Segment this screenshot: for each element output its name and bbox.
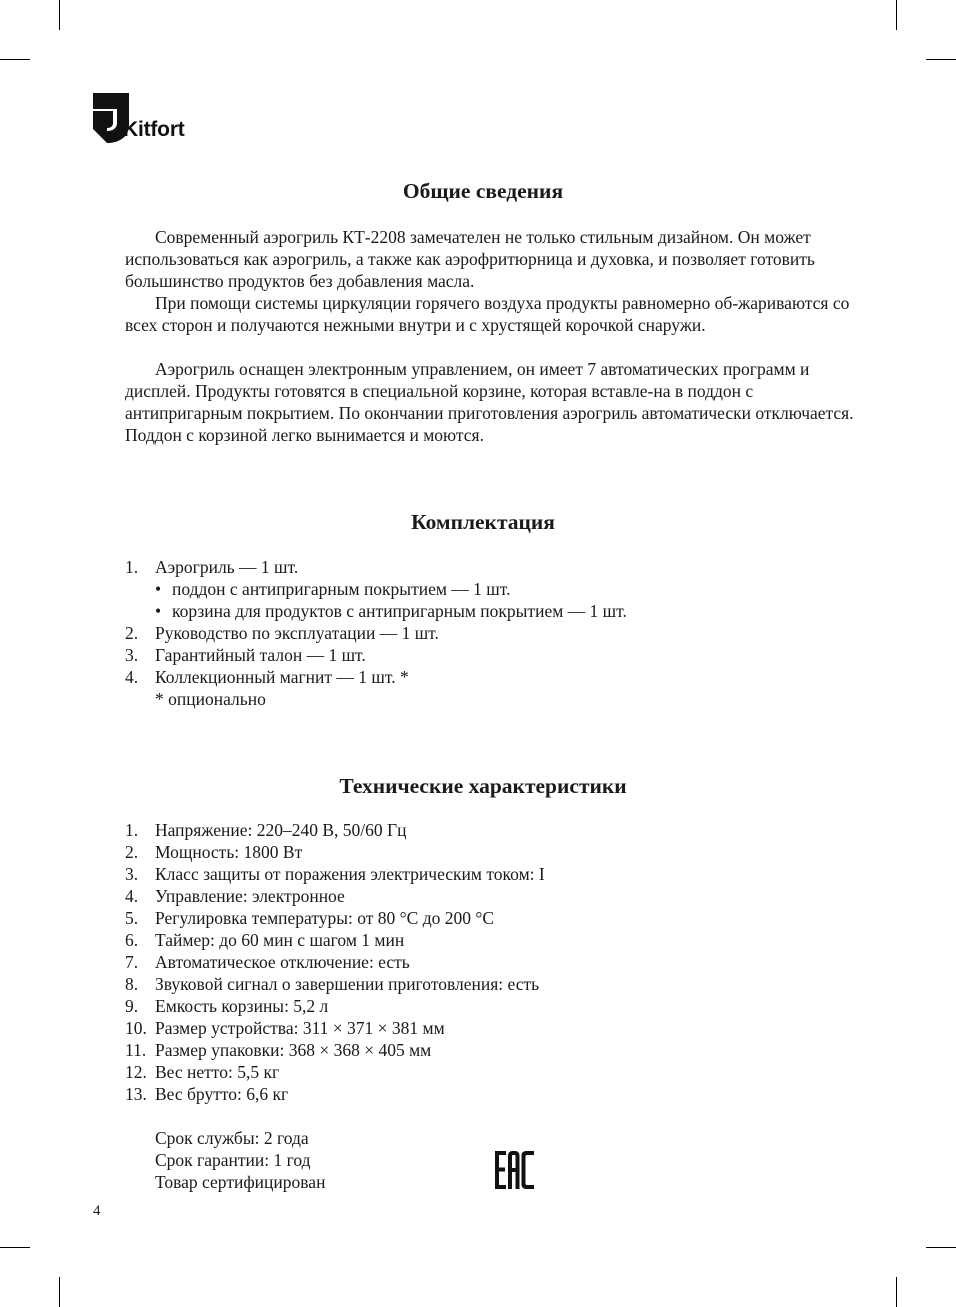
list-item — [125, 1061, 865, 1083]
list-item — [125, 995, 865, 1017]
list-item — [125, 1017, 865, 1039]
crop-mark — [896, 0, 897, 30]
list-item — [125, 973, 865, 995]
eac-mark-icon — [494, 1150, 536, 1190]
crop-mark — [59, 0, 60, 30]
bullet: • — [155, 601, 162, 621]
item-number: 4. — [125, 667, 139, 687]
item-text: Напряжение: 220–240 В, 50/60 Гц — [155, 820, 407, 840]
general-paragraph: Аэрогриль оснащен электронным управлением, он имеет 7 автоматических программ и дисплей. Продукты готовятся в специальной корзине, которая вставле-на в поддон с антипригарным покрытием. По окончании приготовления аэрогриль автоматически отключается. Поддон с корзиной легко вынимается и моются. — [125, 359, 854, 445]
item-number: 2. — [125, 842, 139, 862]
list-subitem — [125, 578, 865, 600]
brand-name: Kitfort — [123, 118, 185, 141]
specs-list — [125, 819, 865, 1105]
item-number: 12. — [125, 1062, 147, 1082]
item-number: 1. — [125, 820, 139, 840]
item-number: 7. — [125, 952, 139, 972]
item-number: 3. — [125, 864, 139, 884]
list-item — [125, 819, 865, 841]
list-item — [125, 1083, 865, 1105]
item-number: 1. — [125, 557, 139, 577]
item-text: Управление: электронное — [155, 886, 345, 906]
general-paragraph: При помощи системы циркуляции горячего воздуха продукты равномерно об-жариваются со всех сторон и получаются нежными внутри и с хрустящей корочкой снаружи. — [125, 293, 850, 335]
service-info — [155, 1127, 325, 1193]
service-life: Срок службы: 2 года — [155, 1128, 309, 1148]
package-list — [125, 556, 865, 710]
page-number: 4 — [93, 1203, 101, 1219]
item-text: Размер устройства: 311 × 371 × 381 мм — [155, 1018, 445, 1038]
note-text: * опционально — [155, 689, 266, 709]
item-number: 8. — [125, 974, 139, 994]
item-text: поддон с антипригарным покрытием — 1 шт. — [172, 579, 511, 599]
crop-mark — [0, 59, 30, 60]
item-number: 2. — [125, 623, 139, 643]
list-item — [125, 666, 865, 688]
crop-mark — [0, 1247, 30, 1248]
item-text: Емкость корзины: 5,2 л — [155, 996, 329, 1016]
crop-mark — [59, 1277, 60, 1307]
item-text: Коллекционный магнит — 1 шт. * — [155, 667, 409, 687]
crop-mark — [896, 1277, 897, 1307]
item-text: Мощность: 1800 Вт — [155, 842, 303, 862]
warranty-period: Срок гарантии: 1 год — [155, 1150, 311, 1170]
general-title: Общие сведения — [402, 179, 564, 203]
crop-mark — [926, 59, 956, 60]
item-number: 6. — [125, 930, 139, 950]
item-text: Руководство по эксплуатации — 1 шт. — [155, 623, 439, 643]
item-text: Вес нетто: 5,5 кг — [155, 1062, 280, 1082]
list-item — [125, 907, 865, 929]
item-text: Автоматическое отключение: есть — [155, 952, 410, 972]
item-text: Аэрогриль — 1 шт. — [155, 557, 299, 577]
list-item — [125, 929, 865, 951]
list-item — [125, 556, 865, 578]
item-text: Звуковой сигнал о завершении приготовления: есть — [155, 974, 540, 994]
item-text: Регулировка температуры: от 80 °С до 200 °С — [155, 908, 495, 928]
certification-note: Товар сертифицирован — [155, 1172, 326, 1192]
item-text: корзина для продуктов с антипригарным покрытием — 1 шт. — [172, 601, 627, 621]
specs-title: Технические характеристики — [339, 774, 627, 798]
item-number: 11. — [125, 1040, 147, 1060]
list-item — [125, 841, 865, 863]
item-text: Таймер: до 60 мин с шагом 1 мин — [155, 930, 405, 950]
list-item — [125, 863, 865, 885]
item-number: 13. — [125, 1084, 147, 1104]
item-number: 9. — [125, 996, 139, 1016]
item-text: Вес брутто: 6,6 кг — [155, 1084, 289, 1104]
package-title: Комплектация — [411, 510, 555, 534]
list-item — [125, 951, 865, 973]
list-item — [125, 1039, 865, 1061]
list-subitem — [125, 600, 865, 622]
item-number: 4. — [125, 886, 139, 906]
item-number: 3. — [125, 645, 139, 665]
list-item — [125, 885, 865, 907]
general-paragraph: Современный аэрогриль КТ-2208 замечателен не только стильным дизайном. Он может использоваться как аэрогриль, а также как аэрофритюрница и духовка, и позволяет готовить большинство продуктов без добавления масла. — [125, 227, 815, 291]
bullet: • — [155, 579, 162, 599]
crop-mark — [926, 1247, 956, 1248]
item-number: 10. — [125, 1018, 147, 1038]
list-item — [125, 644, 865, 666]
list-note — [125, 688, 865, 710]
item-text: Гарантийный талон — 1 шт. — [155, 645, 366, 665]
item-text: Класс защиты от поражения электрическим током: I — [155, 864, 545, 884]
list-item — [125, 622, 865, 644]
item-number: 5. — [125, 908, 139, 928]
item-text: Размер упаковки: 368 × 368 × 405 мм — [155, 1040, 432, 1060]
